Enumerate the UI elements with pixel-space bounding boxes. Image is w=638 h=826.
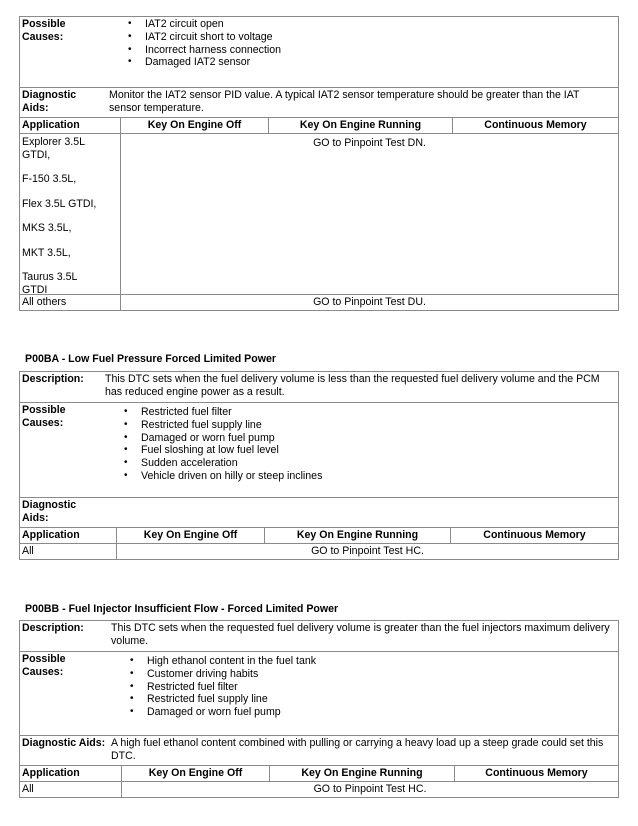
app-text: All others bbox=[22, 296, 67, 308]
header-application-text: Application bbox=[22, 119, 80, 131]
possible-causes-row bbox=[20, 402, 618, 497]
action-cell bbox=[120, 295, 618, 310]
description-label: Description: bbox=[22, 622, 84, 634]
possible-causes-label: Possible Causes: bbox=[22, 404, 66, 429]
description-row bbox=[20, 372, 618, 402]
header-koeo-text: Key On Engine Off bbox=[143, 529, 238, 541]
header-koer-text: Key On Engine Running bbox=[301, 767, 423, 779]
diagnostic-aids-label: Diagnostic Aids: bbox=[22, 499, 77, 524]
app-text: All bbox=[22, 545, 34, 557]
header-application bbox=[20, 528, 116, 543]
list-item: • Customer driving habits bbox=[126, 668, 316, 681]
header-koer bbox=[264, 528, 450, 543]
table-iat2 bbox=[19, 16, 619, 311]
header-koer-text: Key On Engine Running bbox=[299, 119, 422, 131]
possible-causes-row bbox=[20, 17, 618, 87]
table-header bbox=[20, 527, 618, 543]
app-line: MKT 3.5L, bbox=[22, 246, 71, 259]
action-text: GO to Pinpoint Test DU. bbox=[313, 296, 426, 308]
table-header bbox=[20, 117, 618, 133]
list-item: • Incorrect harness connection bbox=[124, 44, 281, 57]
description-text: This DTC sets when the fuel delivery volume is less than the requested fuel delivery volume and the PCM has reduced engine power as a result. bbox=[105, 373, 600, 398]
list-item: • Damaged or worn fuel pump bbox=[126, 706, 316, 719]
header-koer-text: Key On Engine Running bbox=[296, 529, 419, 541]
list-item: • Restricted fuel supply line bbox=[126, 693, 316, 706]
list-item: • Damaged or worn fuel pump bbox=[120, 432, 322, 445]
application-cell bbox=[20, 295, 120, 310]
header-koeo bbox=[121, 766, 269, 781]
possible-causes-row bbox=[20, 651, 618, 735]
header-cm-text: Continuous Memory bbox=[484, 119, 587, 131]
possible-causes-label: Possible Causes: bbox=[22, 18, 66, 43]
header-koer bbox=[268, 118, 452, 133]
section-title: P00BA - Low Fuel Pressure Forced Limited Power bbox=[25, 353, 276, 365]
list-item: • Fuel sloshing at low fuel level bbox=[120, 444, 322, 457]
header-application bbox=[20, 766, 121, 781]
app-line: Taurus 3.5L bbox=[22, 271, 78, 283]
header-koeo bbox=[120, 118, 268, 133]
app-line: GTDI, bbox=[22, 148, 51, 161]
description-label: Description: bbox=[22, 373, 84, 385]
list-item: • Restricted fuel filter bbox=[120, 406, 322, 419]
app-line: F-150 3.5L, bbox=[22, 173, 77, 185]
app-line: Flex 3.5L GTDI, bbox=[22, 197, 97, 210]
table-row bbox=[20, 294, 618, 310]
causes-list bbox=[124, 18, 281, 69]
diagnostic-aids-row bbox=[20, 497, 618, 527]
table-row bbox=[20, 781, 618, 797]
causes-list bbox=[126, 655, 316, 719]
header-koeo-text: Key On Engine Off bbox=[148, 767, 243, 779]
diagnostic-aids-row bbox=[20, 735, 618, 765]
header-application-text: Application bbox=[22, 529, 80, 541]
possible-causes-label: Possible Causes: bbox=[22, 653, 66, 678]
list-item: • High ethanol content in the fuel tank bbox=[126, 655, 316, 668]
causes-list bbox=[120, 406, 322, 483]
header-continuous-memory bbox=[454, 766, 618, 781]
application-cell bbox=[20, 544, 116, 559]
app-line: MKS 3.5L, bbox=[22, 222, 72, 234]
header-cm-text: Continuous Memory bbox=[483, 529, 586, 541]
diagnostic-aids-text: Monitor the IAT2 sensor PID value. A typical IAT2 sensor temperature should be greater than the IAT sensor temperature. bbox=[109, 89, 580, 114]
action-cell bbox=[116, 544, 618, 559]
table-p00ba bbox=[19, 371, 619, 560]
diagnostic-aids-label: Diagnostic Aids: bbox=[22, 737, 106, 749]
table-row bbox=[20, 133, 618, 294]
list-item: • Damaged IAT2 sensor bbox=[124, 56, 281, 69]
list-item: • Vehicle driven on hilly or steep inclines bbox=[120, 470, 322, 483]
application-cell bbox=[20, 782, 121, 797]
diagnostic-aids-text: A high fuel ethanol content combined with pulling or carrying a heavy load up a steep grade could set this DTC. bbox=[111, 737, 604, 762]
header-continuous-memory bbox=[450, 528, 618, 543]
action-text: GO to Pinpoint Test HC. bbox=[311, 545, 424, 557]
description-row bbox=[20, 621, 618, 651]
header-continuous-memory bbox=[452, 118, 618, 133]
header-cm-text: Continuous Memory bbox=[485, 767, 588, 779]
diagnostic-aids-label: Diagnostic Aids: bbox=[22, 89, 77, 114]
description-text: This DTC sets when the requested fuel delivery volume is greater than the fuel injectors maximum delivery volume. bbox=[111, 622, 610, 647]
list-item: • IAT2 circuit short to voltage bbox=[124, 31, 281, 44]
table-header bbox=[20, 765, 618, 781]
app-text: All bbox=[22, 783, 34, 795]
application-cell bbox=[20, 134, 120, 294]
list-item: • Sudden acceleration bbox=[120, 457, 322, 470]
table-row bbox=[20, 543, 618, 559]
action-cell bbox=[120, 134, 618, 294]
section-title: P00BB - Fuel Injector Insufficient Flow - Forced Limited Power bbox=[25, 603, 339, 615]
app-line: GTDI bbox=[22, 283, 48, 296]
action-cell bbox=[121, 782, 618, 797]
app-line: Explorer 3.5L bbox=[22, 136, 86, 148]
header-koeo-text: Key On Engine Off bbox=[147, 119, 242, 131]
header-application-text: Application bbox=[22, 767, 80, 779]
table-p00bb bbox=[19, 620, 619, 798]
action-text: GO to Pinpoint Test HC. bbox=[313, 783, 427, 795]
list-item: • Restricted fuel filter bbox=[126, 681, 316, 694]
list-item: • IAT2 circuit open bbox=[124, 18, 281, 31]
action-text: GO to Pinpoint Test DN. bbox=[313, 137, 426, 149]
header-koer bbox=[269, 766, 454, 781]
header-application bbox=[20, 118, 120, 133]
list-item: • Restricted fuel supply line bbox=[120, 419, 322, 432]
header-koeo bbox=[116, 528, 264, 543]
diagnostic-aids-row bbox=[20, 87, 618, 117]
